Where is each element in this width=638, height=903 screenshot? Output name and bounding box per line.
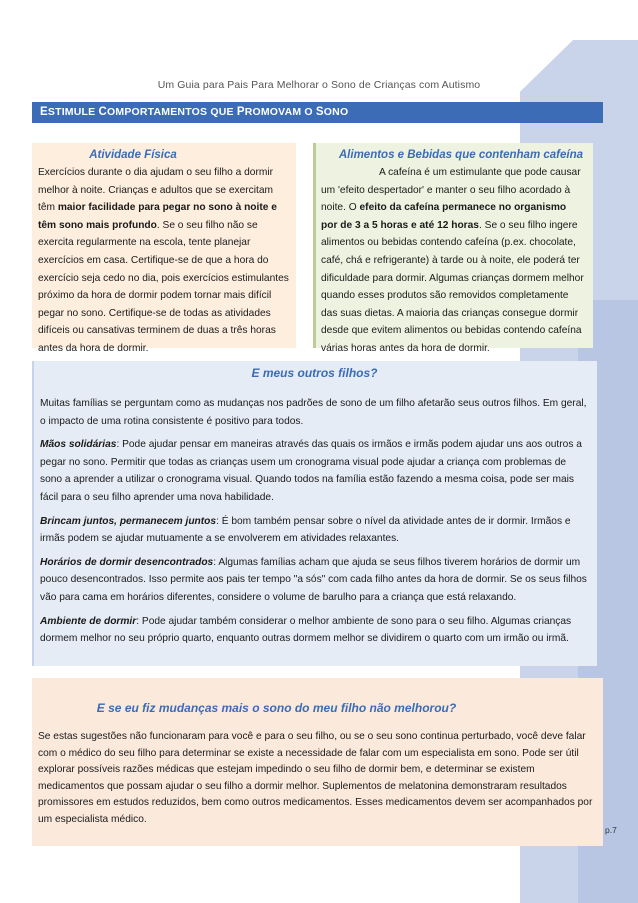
list-item: Horários de dormir desencontrados: Algumas famílias acham que ajuda se seus filhos tiverem horários de dormir um pouco desencontrados. Isso permite aos pais ter tempo "a sós" com cada filho antes da hora de dormir. Se os seus filhos vão para cama em horários diferentes, considere o volume de barulho para a criança que está relaxando.: [40, 556, 587, 603]
running-header: Um Guia para Pais Para Melhorar o Sono de Crianças com Autismo: [157, 79, 481, 91]
other-children-title: E meus outros filhos?: [251, 366, 378, 380]
list-item: Brincam juntos, permanecem juntos: É bom também pensar sobre o nível da atividade antes de ir dormir. Irmãos e irmãs podem se ajudar mutuamente a se envolverem em atividades relaxantes.: [40, 515, 571, 545]
physical-activity-box: [32, 143, 296, 354]
no-improvement-title: E se eu fiz mudanças mais o sono do meu filho não melhorou?: [96, 701, 457, 715]
list-item: Ambiente de dormir: Pode ajudar também considerar o melhor ambiente de sono para o seu filho. Algumas crianças dormem melhor no seu próprio quarto, enquanto outras dormem melhor se dividirem o quarto com um irmão ou irmã.: [40, 615, 572, 645]
caffeine-text: A cafeína é um estimulante que pode causar um 'efeito despertador' e manter o seu filho acordado à noite. O efeito da cafeína permanece no organismo por de 3 a 5 horas e até 12 horas. Se o seu filho ingere alimentos ou bebidas contendo cafeína (p.ex. chocolate, café, chá e refrigerante) à tarde ou à noite, ele poderá ter dificuldade para dormir. Algumas crianças dormem melhor quando esses produtos são removidos completamente das suas dietas. A maioria das crianças consegue dormir desde que evitem alimentos ou bebidas contendo cafeína várias horas antes da hora de dormir.: [321, 167, 584, 354]
page-number: p.7: [605, 825, 617, 835]
caffeine-title: Alimentos e Bebidas que contenham cafeína: [338, 149, 583, 161]
section-heading: ESTIMULE COMPORTAMENTOS QUE PROMOVAM O SONO: [32, 102, 603, 123]
other-children-box: [32, 361, 597, 666]
other-children-intro: Muitas famílias se perguntam como as mudanças nos padrões de sono de um filho afetarão seus outros filhos. Em geral, o impacto de uma rotina consistente é positivo para todos.: [40, 398, 587, 427]
no-improvement-box: [32, 678, 603, 846]
caffeine-box: [313, 143, 593, 354]
no-improvement-text: Se estas sugestões não funcionaram para você e para o seu filho, ou se o seu sono continua perturbado, você deve falar com o médico do seu filho para determinar se existe a necessidade de falar com um especialista em sono. Pode ser útil explorar possíveis razões médicas que estejam impedindo o seu filho de dormir bem, e determinar se existem medicamentos que possam ajudar o seu filho a dormir melhor. Suplementos de melatonina demonstraram resultados promissores em estudos reduzidos, bem como outros medicamentos. Esses medicamentos devem ser acompanhados por um especialista médico.: [38, 731, 593, 825]
physical-activity-title: Atividade Física: [89, 149, 177, 161]
list-item: Mãos solidárias: Pode ajudar pensar em maneiras através das quais os irmãos e irmãs podem ajudar uns aos outros a pegar no sono. Permitir que todas as crianças usem um cronograma visual pode ajudar a criança com problemas de sono a aprender a utilizar o cronograma visual. Quando todos na família estão fazendo a mesma coisa, pode ser mais fácil para o seu filho aprender uma nova habilidade.: [40, 439, 582, 503]
physical-activity-text: Exercícios durante o dia ajudam o seu filho a dormir melhor à noite. Crianças e adultos que se exercitam têm maior facilidade para pegar no sono à noite e têm sono mais profundo. Se o seu filho não se exercita regularmente na escola, tente planejar exercícios em casa. Certifique-se de que a hora do exercício seja cedo no dia, pois exercícios estimulantes próximo da hora de dormir podem tornar mais difícil pegar no sono. Certifique-se de todas as atividades difíceis ou cansativas terminem de duas a três horas antes da hora de dormir.: [38, 167, 289, 354]
